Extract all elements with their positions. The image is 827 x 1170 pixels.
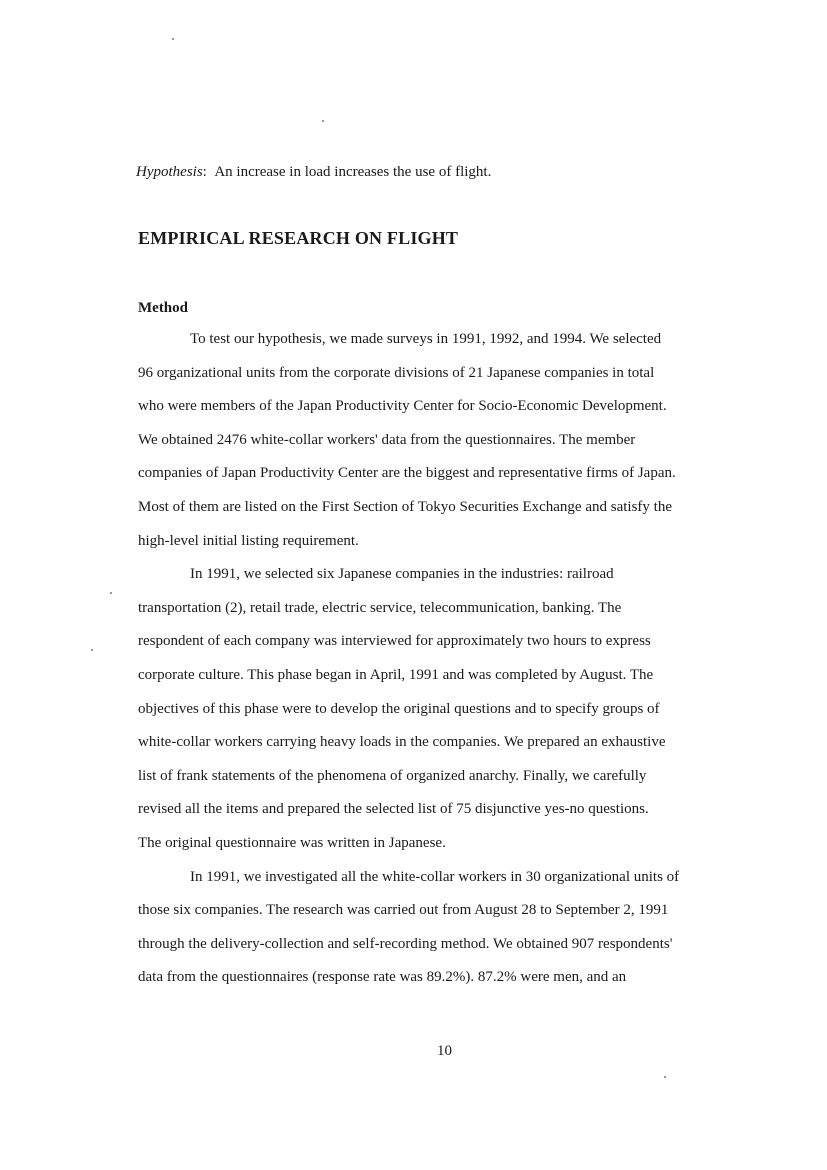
text-line: data from the questionnaires (response rate was 89.2%). 87.2% were men, and an — [138, 969, 627, 986]
text-line: those six companies. The research was carried out from August 28 to September 2, 1991 — [138, 902, 669, 919]
section-heading: EMPIRICAL RESEARCH ON FLIGHT — [138, 228, 459, 248]
text-line: revised all the items and prepared the selected list of 75 disjunctive yes-no questions. — [138, 801, 649, 818]
text-line: companies of Japan Productivity Center are the biggest and representative firms of Japan. — [138, 465, 676, 482]
text-line: through the delivery-collection and self-recording method. We obtained 907 respondents' — [138, 935, 673, 952]
page-number: 10 — [437, 1043, 452, 1059]
hypothesis-text: An increase in load increases the use of flight. — [214, 164, 492, 180]
hypothesis-statement — [136, 164, 491, 181]
subsection-heading: Method — [138, 300, 188, 316]
body-text — [138, 323, 738, 995]
text-line: In 1991, we investigated all the white-collar workers in 30 organizational units of — [190, 868, 680, 885]
hypothesis-colon: : — [202, 164, 215, 180]
hypothesis-label: Hypothesis — [136, 164, 203, 180]
text-line: respondent of each company was interviewed for approximately two hours to express — [138, 633, 651, 650]
scan-speck — [664, 1076, 666, 1078]
text-line: high-level initial listing requirement. — [138, 532, 359, 549]
text-line: list of frank statements of the phenomena of organized anarchy. Finally, we carefully — [138, 767, 647, 784]
text-line: corporate culture. This phase began in April, 1991 and was completed by August. The — [138, 666, 654, 683]
text-line: To test our hypothesis, we made surveys in 1991, 1992, and 1994. We selected — [190, 331, 662, 347]
text-line: 96 organizational units from the corporate divisions of 21 Japanese companies in total — [138, 364, 655, 381]
scan-speck — [91, 649, 93, 651]
text-line: The original questionnaire was written in Japanese. — [138, 834, 446, 851]
scan-speck — [322, 120, 324, 122]
text-line: transportation (2), retail trade, electric service, telecommunication, banking. The — [138, 599, 622, 616]
scan-speck — [172, 38, 174, 40]
text-line: objectives of this phase were to develop the original questions and to specify groups of — [138, 700, 660, 717]
text-line: Most of them are listed on the First Section of Tokyo Securities Exchange and satisfy the — [138, 498, 672, 515]
text-line: white-collar workers carrying heavy loads in the companies. We prepared an exhaustive — [138, 734, 666, 751]
text-line: who were members of the Japan Productivity Center for Socio-Economic Development. — [138, 398, 667, 415]
text-line: We obtained 2476 white-collar workers' data from the questionnaires. The member — [138, 431, 636, 448]
text-line: In 1991, we selected six Japanese companies in the industries: railroad — [190, 566, 614, 583]
scan-speck — [110, 592, 112, 594]
